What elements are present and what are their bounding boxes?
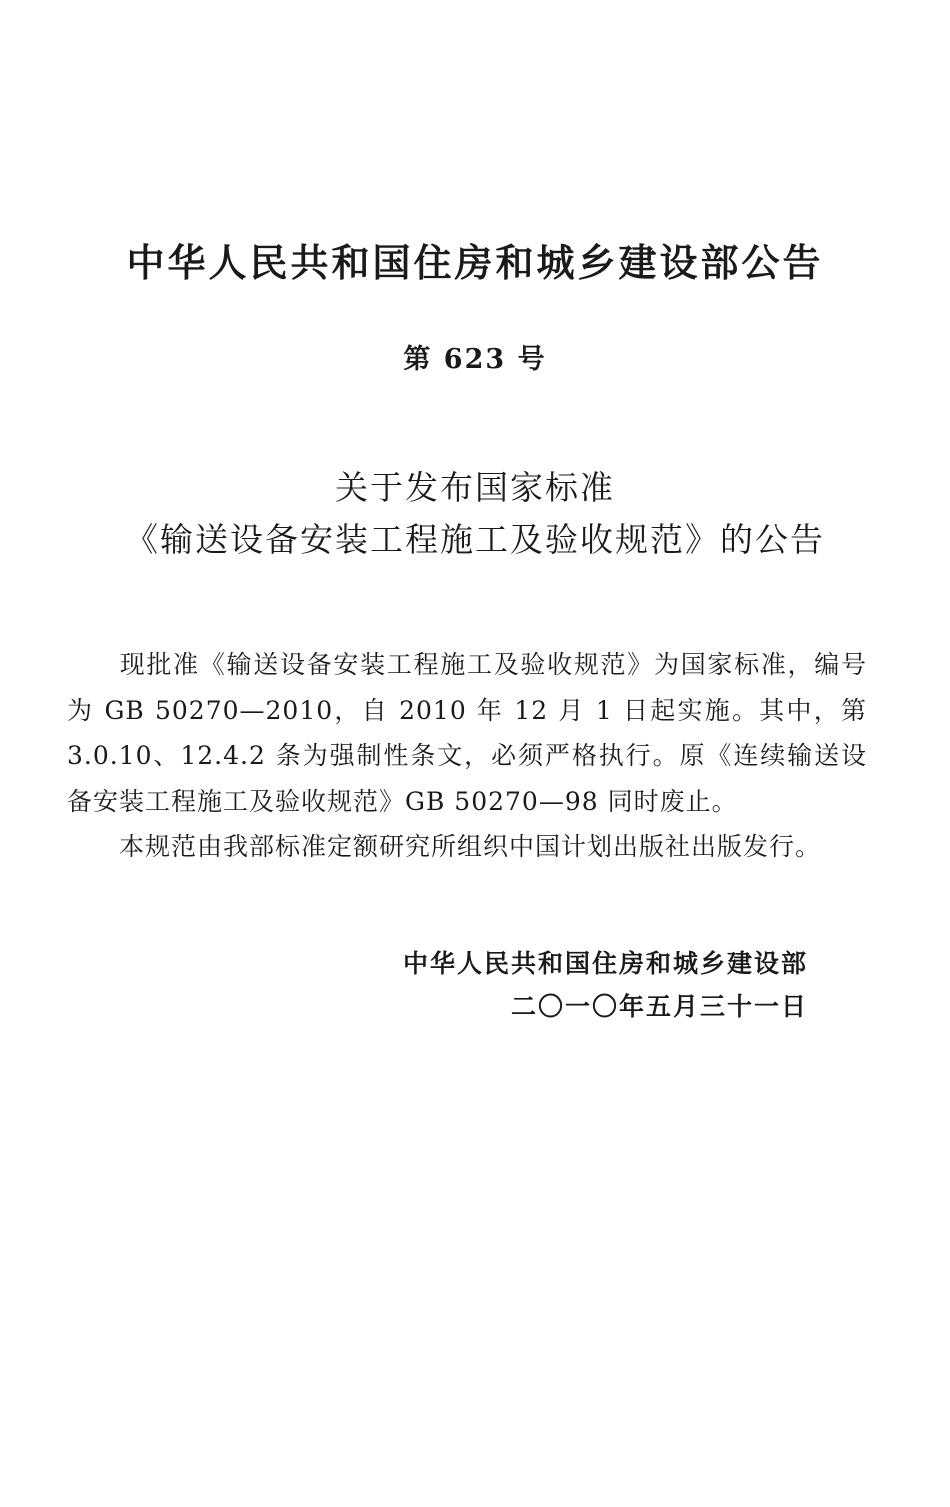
paragraph-1-text: 现批准《输送设备安装工程施工及验收规范》为国家标准，编号为 GB 50270—2010，自 2010 年 12 月 1 日起实施。其中，第 3.0.10、12.4.2 条为强制性条文，必须严格执行。原《连续输送设备安装工程施工及验收规范》GB 50270—98 同时废止。 [67, 650, 867, 816]
body-paragraph-2 [67, 824, 867, 870]
body-paragraph-1 [67, 642, 867, 824]
signature-date: 二〇一〇年五月三十一日 [510, 992, 808, 1021]
signature-organization: 中华人民共和国住房和城乡建设部 [402, 949, 808, 978]
paragraph-2-text: 本规范由我部标准定额研究所组织中国计划出版社出版发行。 [119, 832, 822, 861]
subject-line-1: 关于发布国家标准 [335, 468, 615, 507]
agency-title: 中华人民共和国住房和城乡建设部公告 [126, 241, 824, 285]
subject-line-2: 《输送设备安装工程施工及验收规范》的公告 [125, 520, 825, 559]
notice-number: 第 623 号 [403, 344, 547, 375]
